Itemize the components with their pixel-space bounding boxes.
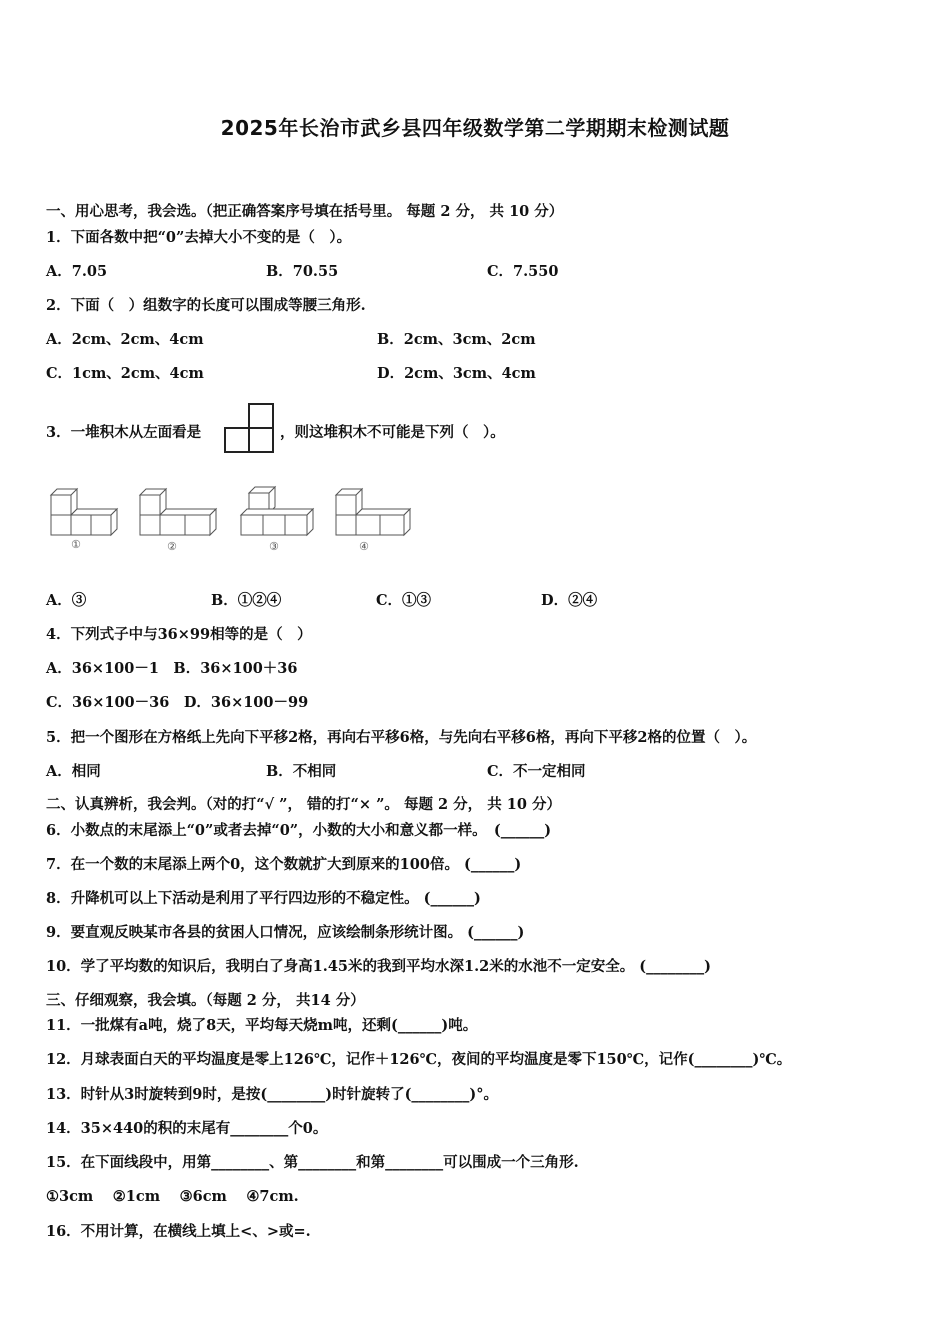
q2-option-b: B．2cm、3cm、2cm — [377, 331, 536, 348]
block-label-4: ④ — [359, 540, 369, 553]
question-3-stem-before: 3．一堆积木从左面看是 — [46, 424, 202, 441]
q3-option-b: B．①②④ — [211, 592, 282, 609]
block-label-2: ② — [167, 540, 177, 553]
question-14: 14．35×440的积的末尾有________个0。 — [46, 1120, 328, 1137]
q5-option-a: A．相同 — [46, 763, 101, 780]
q2-option-c: C．1cm、2cm、4cm — [46, 365, 204, 382]
section-2-heading: 二、认真辨析，我会判。（对的打“√ ”， 错的打“× ”。 每题 2 分， 共 10 分） — [46, 796, 561, 813]
question-15: 15．在下面线段中，用第________、第________和第________可以围成一个三角形. — [46, 1154, 579, 1171]
block-figure-2 — [140, 489, 216, 535]
block-figure-3 — [241, 487, 313, 535]
section-3-heading: 三、仔细观察，我会填。（每题 2 分， 共14 分） — [46, 992, 365, 1009]
q5-option-b: B．不相同 — [266, 763, 337, 780]
left-view-figure — [222, 402, 276, 454]
question-2: 2．下面（ ）组数字的长度可以围成等腰三角形. — [46, 297, 366, 314]
question-6: 6．小数点的末尾添上“0”或者去掉“0”，小数的大小和意义都一样。 (______) — [46, 822, 552, 839]
block-figure-4 — [336, 489, 410, 535]
question-3-stem-after: ，则这堆积木不可能是下列（ ）。 — [280, 424, 505, 441]
question-7: 7．在一个数的末尾添上两个0，这个数就扩大到原来的100倍。 (______) — [46, 856, 522, 873]
q2-option-a: A．2cm、2cm、4cm — [46, 331, 204, 348]
q3-option-d: D．②④ — [541, 592, 598, 609]
q4-options-ab: A．36×100－1 B．36×100＋36 — [46, 660, 298, 677]
question-8: 8．升降机可以上下活动是利用了平行四边形的不稳定性。 (______) — [46, 890, 481, 907]
question-9: 9．要直观反映某市各县的贫困人口情况，应该绘制条形统计图。 (______) — [46, 924, 525, 941]
q4-options-cd: C．36×100－36 D．36×100－99 — [46, 694, 309, 711]
section-1-heading: 一、用心思考，我会选。（把正确答案序号填在括号里。 每题 2 分， 共 10 分） — [46, 203, 564, 220]
q1-option-a: A．7.05 — [46, 263, 108, 280]
question-4: 4．下列式子中与36×99相等的是（ ） — [46, 626, 312, 643]
page-title: 2025年长治市武乡县四年级数学第二学期期末检测试题 — [220, 116, 730, 140]
q3-option-a: A．③ — [46, 592, 87, 609]
q1-option-c: C．7.550 — [487, 263, 559, 280]
question-13: 13．时针从3时旋转到9时，是按(________)时针旋转了(________)°。 — [46, 1086, 499, 1103]
block-label-1: ① — [71, 538, 81, 551]
q2-option-d: D．2cm、3cm、4cm — [377, 365, 536, 382]
question-1: 1．下面各数中把“0”去掉大小不变的是（ ）。 — [46, 229, 352, 246]
q1-option-b: B．70.55 — [266, 263, 339, 280]
block-figures — [44, 484, 414, 556]
block-label-3: ③ — [269, 540, 279, 553]
question-5: 5．把一个图形在方格纸上先向下平移2格，再向右平移6格，与先向右平移6格，再向下平移2格的位置（ ）。 — [46, 729, 757, 746]
question-11: 11．一批煤有a吨，烧了8天，平均每天烧m吨，还剩(______)吨。 — [46, 1017, 478, 1034]
question-16: 16．不用计算，在横线上填上<、>或=. — [46, 1223, 311, 1240]
block-figure-1 — [51, 489, 117, 535]
q5-option-c: C．不一定相同 — [487, 763, 586, 780]
q15-segments: ①3cm ②1cm ③6cm ④7cm. — [46, 1188, 299, 1205]
question-12: 12．月球表面白天的平均温度是零上126℃，记作＋126℃，夜间的平均温度是零下150℃，记作(________)℃。 — [46, 1051, 792, 1068]
question-10: 10．学了平均数的知识后，我明白了身高1.45米的我到平均水深1.2米的水池不一定安全。 (________) — [46, 958, 711, 975]
q3-option-c: C．①③ — [376, 592, 432, 609]
